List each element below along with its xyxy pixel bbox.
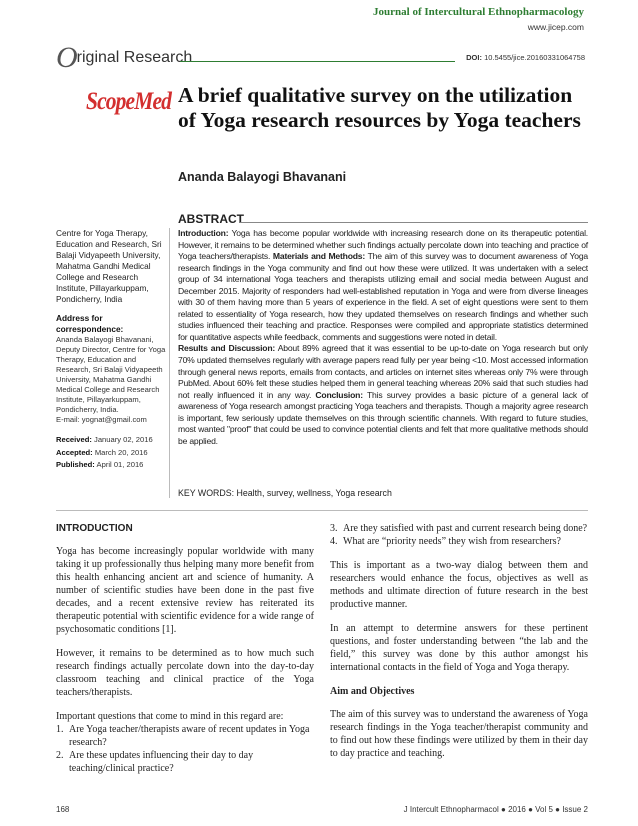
abstract-methods-label: Materials and Methods:: [272, 251, 366, 262]
question-text: Are these updates influencing their day to day teaching/clinical practice?: [69, 750, 254, 774]
question-item: [56, 723, 314, 749]
question-number: 1.: [56, 724, 64, 735]
abstract-heading: ABSTRACT: [178, 212, 244, 226]
section-label: [56, 41, 192, 75]
doi-value[interactable]: 10.5455/jice.20160331064758: [484, 53, 585, 62]
body-paragraph: However, it remains to be determined as to how much such research findings actually percolate down into the day-to-day classroom teaching and clinical practice of the Yoga teachers/therapists.: [56, 648, 314, 698]
correspondence-text: Ananda Balayogi Bhavanani, Deputy Director, Centre for Yoga Therapy, Education and Research, Sri Balaji Vidyapeeth University, Mahatma Gandhi Medical College and Research Institute, Pillayarkuppam, Pondicherry, India.: [56, 335, 166, 414]
affiliation-sidebar: [56, 228, 170, 498]
correspondence-heading: Address for correspondence:: [56, 313, 124, 334]
abstract-intro-text: Yoga has become popular worldwide with increasing research done on its therapeutic potential. However, it remains to be determined whether such findings actually percolate down into teaching and practice of Yoga teachers/therapists.: [178, 228, 588, 262]
footer-citation: J Intercult Ethnopharmacol ● 2016 ● Vol 5 ● Issue 2: [403, 805, 588, 814]
journal-title: Journal of Intercultural Ethnopharmacology: [373, 6, 584, 18]
question-item: [330, 522, 588, 535]
abstract-methods-text: The aim of this survey was to document awareness of Yoga research findings in the Yoga community and find out how these were utilized. It was undertaken with a select group of 34 international Yoga teachers and therapists utilizing email and social media between August and December 2015. Majority of responders had well-established reputation in Yoga and were from diverse lineages with 30 of them having more than 5 years of experience in the field. A set of eight questions were sent to them related to essentiality of Yoga research, how they updated themselves on research findings and whether such studies influenced their teaching and practice. Responses were compiled and appropriate statistics determined for quantitative aspects while feedback, comments and suggestions were noted in detail.: [178, 251, 588, 342]
question-text: Are Yoga teacher/therapists aware of recent updates in Yoga research?: [69, 724, 310, 748]
keywords-label: KEY WORDS:: [178, 488, 235, 498]
section-initial: O: [56, 41, 78, 74]
body-paragraph: In an attempt to determine answers for these pertinent questions, and foster understanding between “the lab and the field,” this survey was done by this author amongst his international contacts in the field of Yoga and Yoga therapy.: [330, 623, 588, 673]
question-number: 2.: [56, 750, 64, 761]
keywords-list: Health, survey, wellness, Yoga research: [236, 488, 392, 498]
section-rest: riginal Research: [76, 49, 193, 66]
accepted-date: March 20, 2016: [94, 447, 148, 457]
question-number: 3.: [330, 523, 338, 534]
keywords: [178, 488, 588, 498]
received-date: January 02, 2016: [94, 435, 153, 444]
abstract-results-text: About 89% agreed that it was essential to be up-to-date on Yoga research but only 70% updated themselves regularly with average papers read fully per year being <10. Most accessed information through general news reports, emails from contacts, and articles on internet sites whereas only 7% were through PubMed. About 60% felt these studies helped them in general teaching whereas 20% said that such studies had not really influenced it in any way.: [178, 343, 588, 400]
accepted-label: Accepted:: [56, 447, 93, 457]
affiliation-institution: Centre for Yoga Therapy, Education and Research, Sri Balaji Vidyapeeth University, Mahatma Gandhi Medical College and Research Institute, Pillayarkuppam, Pondicherry, India: [56, 228, 162, 304]
scopemed-logo: ScopeMed: [86, 88, 172, 115]
question-item: [330, 535, 588, 548]
introduction-heading: INTRODUCTION: [56, 523, 133, 534]
abstract-conclusion-label: Conclusion:: [315, 389, 363, 400]
body-paragraph: The aim of this survey was to understand the awareness of Yoga research findings in the Yoga teacher/therapist community and to find out how these findings were utilized by them in their day to day practice and teaching.: [330, 709, 588, 759]
header-rule: [180, 61, 455, 62]
article-dates: [56, 434, 169, 472]
body-paragraph: Important questions that come to mind in this regard are:: [56, 711, 284, 722]
abstract-intro-label: Introduction:: [178, 228, 229, 238]
body-paragraph: This is important as a two-way dialog between them and researchers would enhance the focus, objectives as well as methods and ultimate direction of future research in the best productive manner.: [330, 560, 588, 610]
received-label: Received:: [56, 435, 92, 444]
question-text: Are they satisfied with past and current research being done?: [343, 523, 588, 534]
doi: [459, 53, 585, 62]
correspondence-email[interactable]: E-mail: yognat@gmail.com: [56, 415, 147, 424]
question-number: 4.: [330, 536, 338, 547]
question-text: What are “priority needs” they wish from researchers?: [343, 536, 561, 547]
question-item: [56, 749, 314, 775]
body-column-left: [56, 522, 314, 775]
journal-url[interactable]: www.jicep.com: [527, 22, 584, 32]
abstract-rule: [240, 222, 588, 223]
abstract-conclusion-text: This survey provides a basic picture of a general lack of awareness of Yoga research amongst practicing Yoga teachers and therapists. Though a majority agree research is important, few seriously update themselves on this through scientific channels. With regard to future studies, most wanted "proof" that could be used to convince potential clients and felt that more qualitative methods should be applied.: [178, 389, 588, 446]
published-date: April 01, 2016: [96, 460, 144, 469]
article-title: A brief qualitative survey on the utilization of Yoga research resources by Yoga teachers: [178, 83, 581, 132]
section-divider: [56, 510, 588, 511]
body-paragraph: Yoga has become increasingly popular worldwide with many taking it up professionally thus helping many more benefit from this health enhancing ancient art and science of humanity. A number of scientific studies have been done in the past five decades, and a recent extensive review has reiterated its therapeutic potential with scientific evidence for a wide range of psychosomatic conditions [1].: [56, 546, 314, 635]
doi-label: DOI:: [466, 53, 482, 62]
author-name: Ananda Balayogi Bhavanani: [178, 170, 347, 184]
page-number: 168: [56, 805, 70, 814]
body-column-right: [330, 522, 588, 771]
abstract-body: [178, 228, 588, 447]
abstract-results-label: Results and Discussion:: [178, 343, 276, 354]
published-label: Published:: [56, 460, 95, 469]
aims-heading: Aim and Objectives: [330, 686, 415, 697]
